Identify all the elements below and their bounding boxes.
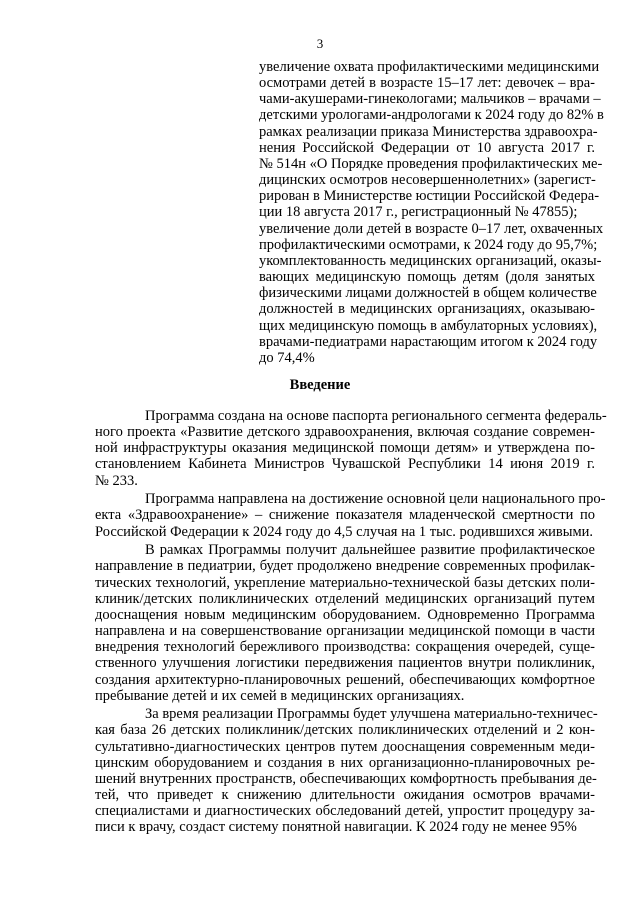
text-line: № 233. xyxy=(95,472,138,489)
text-line: увеличение доли детей в возрасте 0–17 лет, охваченных xyxy=(259,220,604,237)
text-line: ственного улучшения логистики передвижения пациентов внутри поликлиник, xyxy=(95,655,595,672)
text-line: № 514н «О Порядке проведения профилактических ме- xyxy=(259,155,603,172)
body-paragraph xyxy=(95,408,607,489)
text-line: укомплектованность медицинских организаций, оказы- xyxy=(259,252,602,269)
text-line: екта «Здравоохранение» – снижение показателя младенческой смертности по xyxy=(95,507,595,524)
text-line: тей, что приведет к снижению длительности ожидания осмотров врачами- xyxy=(95,787,595,804)
text-line: специалистами и диагностических обследований детей, упростит процедуру за- xyxy=(95,803,595,820)
text-line: Программа направлена на достижение основной цели национального про- xyxy=(145,491,606,508)
text-line: вающих медицинскую помощь детям (доля занятых xyxy=(259,269,595,286)
text-line: писи к врачу, создаст систему понятной навигации. К 2024 году не менее 95% xyxy=(95,819,577,836)
targets-list xyxy=(259,59,604,366)
text-line: дицинских осмотров несовершеннолетних» (зарегист- xyxy=(259,172,596,189)
text-line: ной инфраструктуры оказания медицинской помощи детям» и утверждена по- xyxy=(95,440,595,457)
text-line: тических технологий, укрепление материально-технической базы детских поли- xyxy=(95,574,595,591)
text-line: рирован в Министерстве юстиции Российской Федера- xyxy=(259,188,600,205)
text-line: до 74,4% xyxy=(259,349,315,366)
text-line: чами-акушерами-гинекологами; мальчиков – врачами – xyxy=(259,91,601,108)
text-line: направлена и на совершенствование организации медицинской помощи в части xyxy=(95,623,595,640)
text-line: шений внутренних пространств, обеспечивающих комфортность пребывания де- xyxy=(95,770,597,787)
text-line: клиник/детских поликлинических отделений медицинских организаций путем xyxy=(95,590,595,607)
text-line: В рамках Программы получит дальнейшее развитие профилактическое xyxy=(145,542,595,559)
text-line: дооснащения новым медицинским оборудованием. Одновременно Программа xyxy=(95,606,595,623)
text-line: осмотрами детей в возрасте 15–17 лет: девочек – вра- xyxy=(259,75,595,92)
target-item xyxy=(259,59,604,221)
text-line: ции 18 августа 2017 г., регистрационный № 47855); xyxy=(259,204,578,221)
body-paragraph xyxy=(95,706,598,836)
text-line: пребывание детей и их семей в медицинских организациях. xyxy=(95,687,465,704)
text-line: За время реализации Программы будет улучшена материально-техничес- xyxy=(145,706,598,723)
text-line: должностей в медицинских организациях, оказываю- xyxy=(259,301,595,318)
page-number: 3 xyxy=(316,36,324,51)
text-line: Программа создана на основе паспорта регионального сегмента федераль- xyxy=(145,408,607,424)
text-line: создания архитектурно-планировочных решений, обеспечивающих комфортное xyxy=(95,671,595,688)
text-line: рамках реализации приказа Министерства здравоохра- xyxy=(259,123,598,140)
body-paragraph xyxy=(95,491,606,540)
section-body xyxy=(95,408,607,836)
text-line: кая база 26 детских поликлиник/детских поликлинических отделений и 2 кон- xyxy=(95,722,595,739)
text-line: цинским оборудованием и создания в них организационно-планировочных ре- xyxy=(95,754,595,771)
text-line: Российской Федерации к 2024 году до 4,5 случая на 1 тыс. родившихся живыми. xyxy=(95,523,594,540)
target-item xyxy=(259,252,602,366)
text-line: увеличение охвата профилактическими медицинскими xyxy=(259,59,600,75)
text-line: профилактическими осмотрами, к 2024 году до 95,7%; xyxy=(259,236,598,253)
text-line: щих медицинскую помощь в амбулаторных условиях), xyxy=(259,317,598,334)
text-line: нения Российской Федерации от 10 августа 2017 г. xyxy=(259,139,595,156)
section-heading: Введение xyxy=(289,377,351,393)
text-line: ного проекта «Развитие детского здравоохранения, включая создание современ- xyxy=(95,424,595,441)
text-line: физическими лицами должностей в общем количестве xyxy=(259,285,597,302)
text-line: врачами-педиатрами нарастающим итогом к 2024 году xyxy=(259,333,598,350)
text-line: детскими урологами-андрологами к 2024 году до 82% в xyxy=(259,107,604,124)
body-paragraph xyxy=(95,542,595,704)
text-line: внедрения технологий бережливого производства: сокращения очередей, суще- xyxy=(95,639,595,656)
text-line: сультативно-диагностических центров путем дооснащения современным меди- xyxy=(95,738,595,755)
target-item xyxy=(259,220,604,253)
text-line: направление в педиатрии, будет продолжено внедрение современных профилак- xyxy=(95,558,595,575)
text-line: становлением Кабинета Министров Чувашской Республики 14 июня 2019 г. xyxy=(95,456,595,473)
